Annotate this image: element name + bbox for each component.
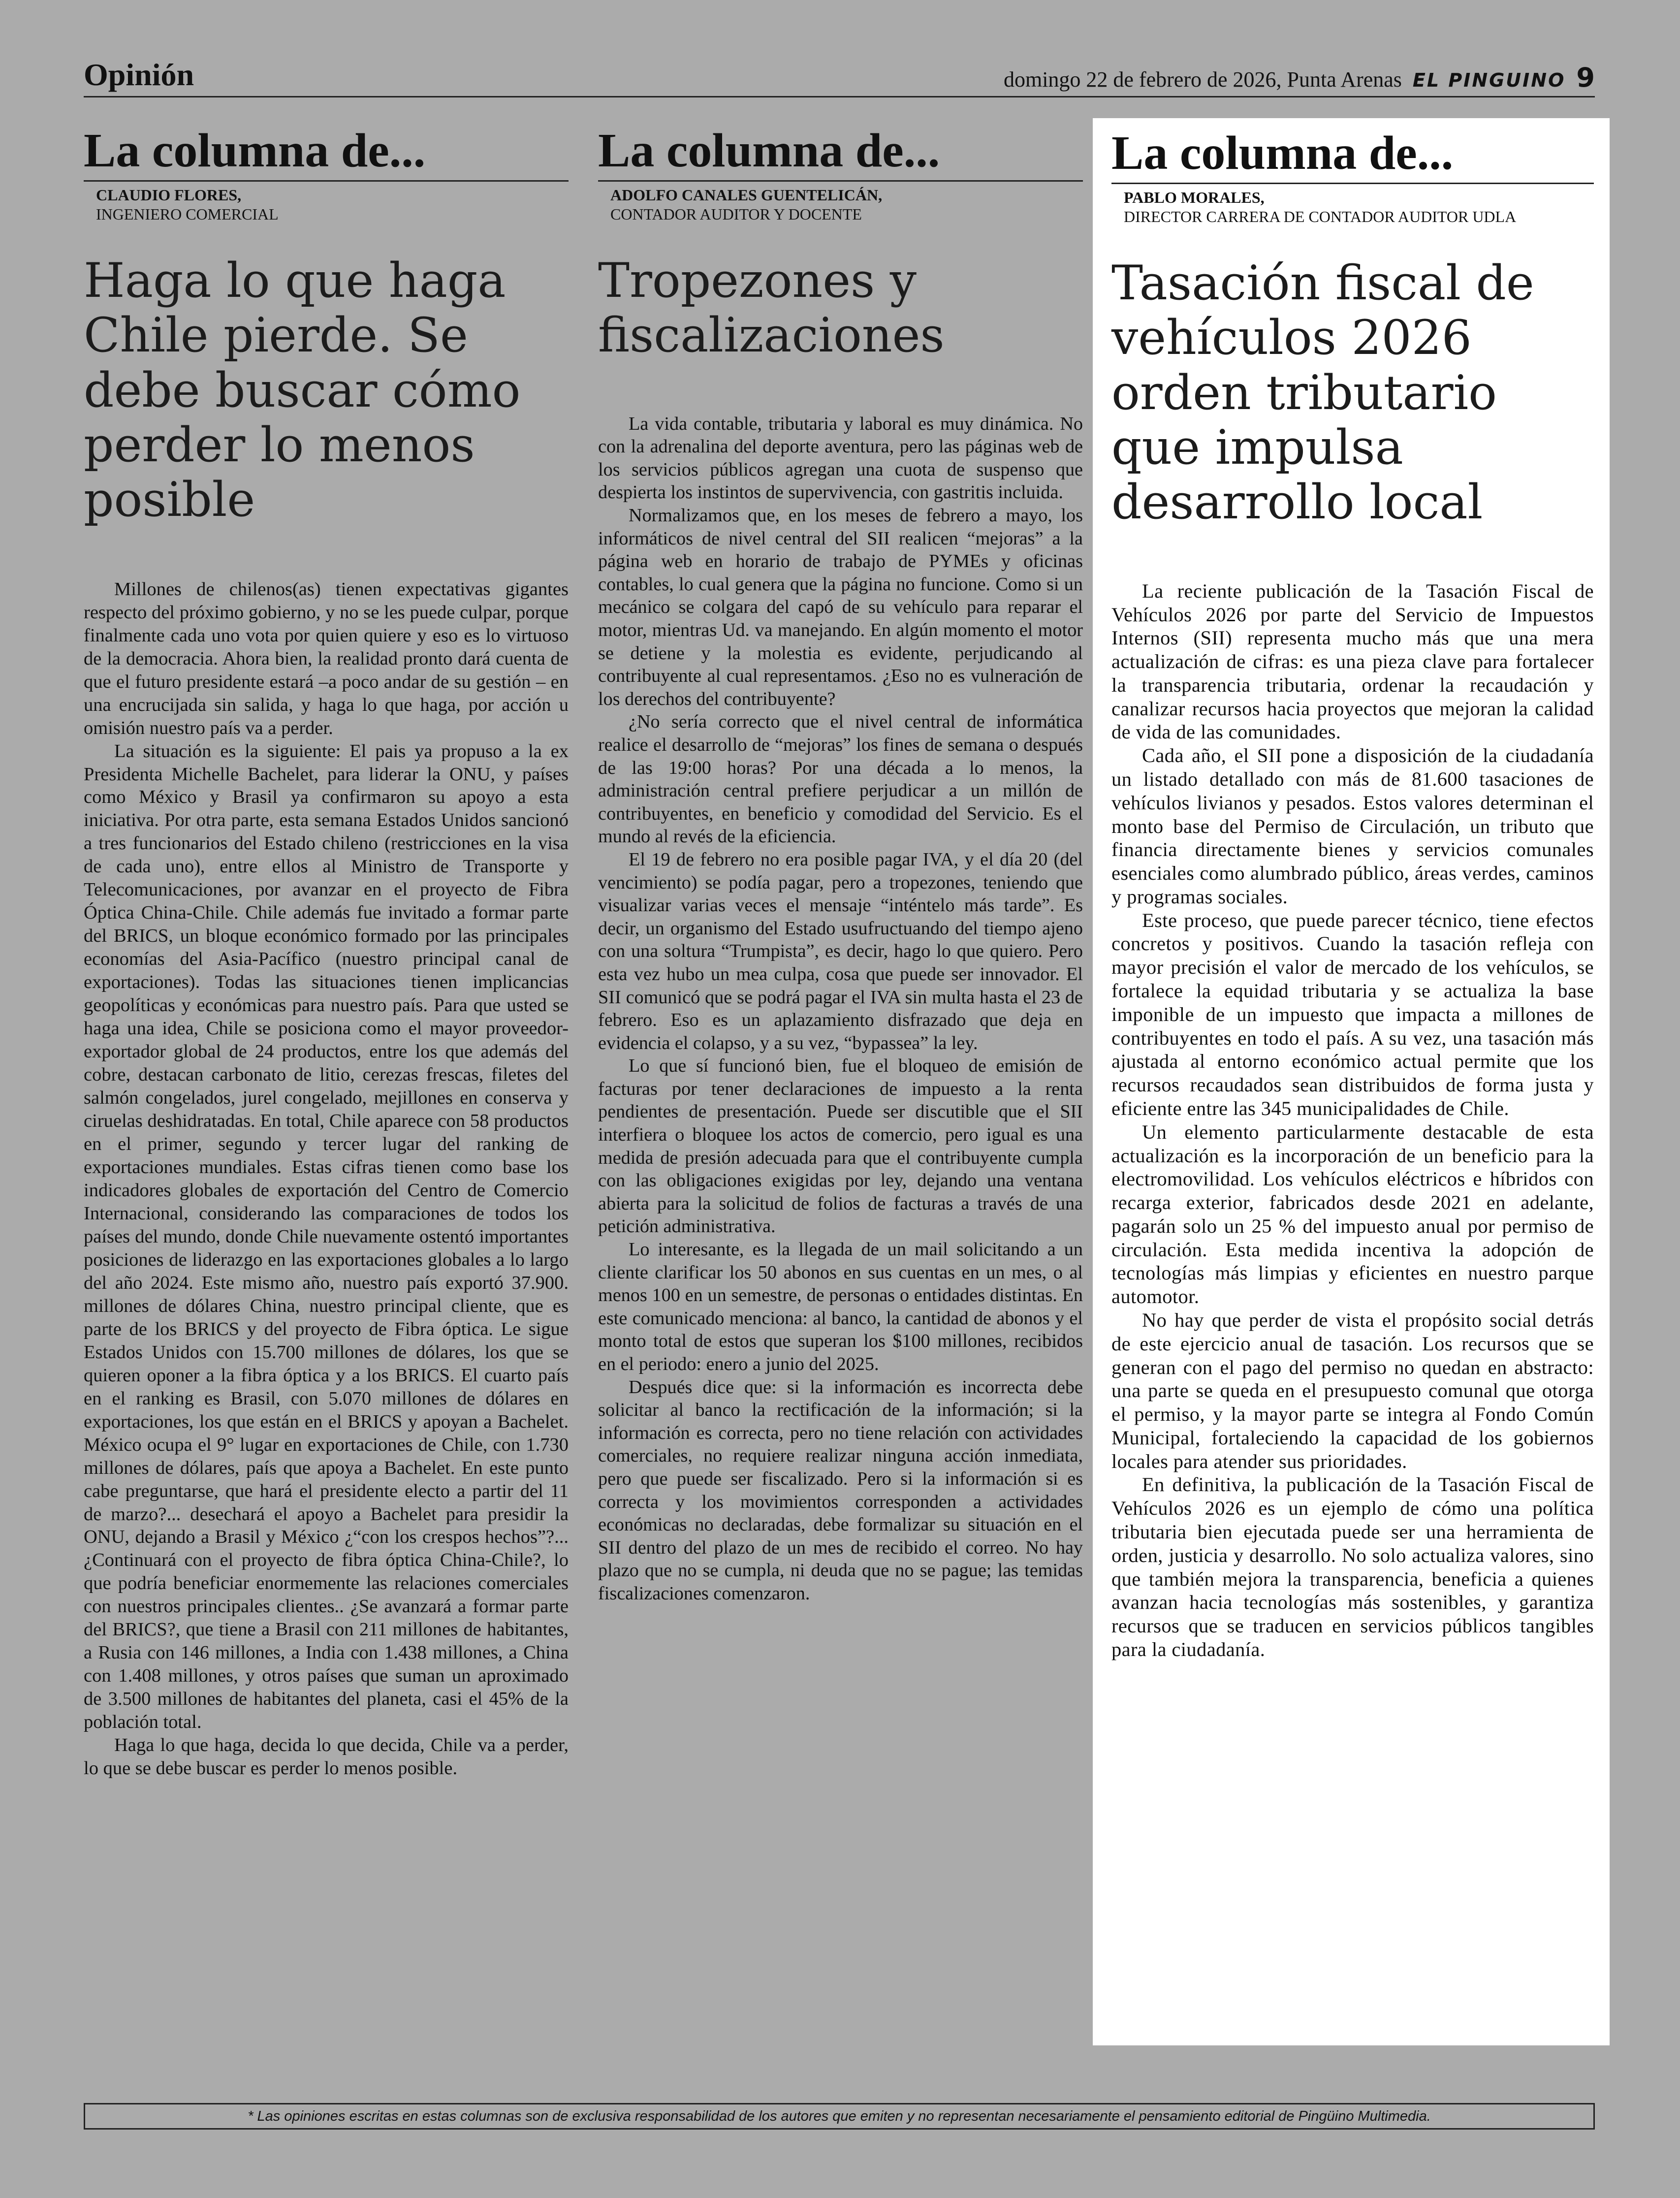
article-paragraph: Este proceso, que puede parecer técnico, tiene efectos concretos y positivos. Cuando la tasación refleja con mayor precisión el valor de mercado de los vehículos, se fortalece la equidad tributaria y se actualiza la base imponible de un impuesto que impacta a millones de contribuyentes en todo el país. A su vez, una tasación más ajustada al entorno económico actual permite que los recursos recaudados sean distribuidos de forma justa y eficiente entre las 345 municipalidades de Chile.: [1111, 909, 1594, 1119]
column-kicker: La columna de...: [84, 126, 569, 182]
author-role: DIRECTOR CARRERA DE CONTADOR AUDITOR UDLA: [1124, 207, 1517, 225]
article-title: Tropezones y fiscalizaciones: [598, 253, 945, 363]
article-paragraph: No hay que perder de vista el propósito social detrás de este ejercicio anual de tasación. Los recursos que se generan con el pago del permiso no quedan en abstracto: una parte se queda en el presupuesto comunal que otorga el permiso, y la mayor parte se integra al Fondo Común Municipal, fortaleciendo la capacidad de los gobiernos locales para atender sus prioridades.: [1111, 1308, 1594, 1472]
column-kicker: La columna de...: [1111, 128, 1594, 184]
disclaimer-text: * Las opiniones escritas en estas columnas son de exclusiva responsabilidad de los autores que emiten y no representan necesariamente el pensamiento editorial de Pingüino Multimedia.: [248, 2108, 1431, 2124]
article-paragraph: La reciente publicación de la Tasación Fiscal de Vehículos 2026 por parte del Servicio de Impuestos Internos (SII) representa mucho más que una mera actualización de cifras: es una pieza clave para fortalecer la transparencia tributaria, ordenar la recaudación y canalizar recursos hacia proyectos que mejoran la calidad de vida de las comunidades.: [1111, 579, 1594, 743]
newspaper-brand: EL PINGUINO: [1412, 69, 1566, 91]
article-body: [1111, 579, 1594, 1661]
article-paragraph: ¿No sería correcto que el nivel central de informática realice el desarrollo de “mejoras” los fines de semana o después de las 19:00 horas? Por una década a lo menos, la administración central prefiere perjudicar a un millón de contribuyentes, en beneficio y comodidad del Servicio. Es el mundo al revés de la eficiencia.: [598, 711, 1083, 847]
article-paragraph: Normalizamos que, en los meses de febrero a mayo, los informáticos de nivel central del SII realicen “mejoras” a la página web en horario de trabajo de PYMEs y oficinas contables, lo cual genera que la página no funcione. Como si un mecánico se colgara del capó de su vehículo para reparar el motor, mientras Ud. va manejando. En algún momento el motor se detiene y la molestia es evidente, perjudicando al contribuyente al cual representamos. ¿Eso no es vulneración de los derechos del contribuyente?: [598, 505, 1083, 709]
article-paragraph: Millones de chilenos(as) tienen expectativas gigantes respecto del próximo gobierno, y no se les puede culpar, porque finalmente cada uno vota por quien quiere y eso es lo virtuoso de la democracia. Ahora bien, la realidad pronto dará cuenta de que el futuro presidente estará –a poco andar de su gestión – en una encrucijada sin salida, y haga lo que haga, por acción u omisión nuestro país va a perder.: [84, 578, 569, 738]
author-block: [84, 186, 569, 224]
author-name: ADOLFO CANALES GUENTELICÁN,: [610, 186, 883, 204]
article-paragraph: Cada año, el SII pone a disposición de la ciudadanía un listado detallado con más de 81.600 tasaciones de vehículos livianos y pesados. Estos valores determinan el monto base del Permiso de Circulación, un tributo que financia directamente bienes y servicios comunales esenciales como alumbrado público, áreas verdes, caminos y programas sociales.: [1111, 744, 1594, 908]
article-body: [84, 578, 569, 1780]
page-header: [84, 57, 1595, 97]
author-block: [598, 186, 1083, 224]
author-name: PABLO MORALES,: [1124, 188, 1265, 206]
article-paragraph: Haga lo que haga, decida lo que decida, Chile va a perder, lo que se debe buscar es perder lo menos posible.: [84, 1735, 569, 1779]
article-paragraph: Un elemento particularmente destacable de esta actualización es la incorporación de un beneficio para la electromovilidad. Los vehículos eléctricos e híbridos con recarga exterior, fabricados desde 2021 en adelante, pagarán solo un 25 % del impuesto anual por permiso de circulación. Esta medida incentiva la adopción de tecnologías más limpias y eficientes en nuestro parque automotor.: [1111, 1120, 1594, 1308]
author-block: [1111, 188, 1594, 226]
column-1: [84, 126, 569, 2043]
author-name: CLAUDIO FLORES,: [96, 186, 242, 204]
date-place: domingo 22 de febrero de 2026, Punta Arenas: [1003, 67, 1402, 92]
article-title: Tasación fiscal de vehículos 2026 orden tributario que impulsa desarrollo local: [1111, 255, 1534, 530]
article-title: Haga lo que haga Chile pierde. Se debe buscar cómo perder lo menos posible: [84, 253, 521, 528]
column-kicker: La columna de...: [598, 126, 1083, 182]
header-right: [1004, 62, 1595, 93]
column-3: [1093, 118, 1610, 2045]
article-body: [598, 413, 1083, 1605]
article-paragraph: En definitiva, la publicación de la Tasación Fiscal de Vehículos 2026 es un ejemplo de cómo una política tributaria bien ejecutada puede ser una herramienta de orden, justicia y desarrollo. No solo actualiza valores, sino que también mejora la transparencia, beneficia a quienes avanzan hacia tecnologías más sostenibles, y garantiza recursos que se traducen en servicios públicos tangibles para la ciudadanía.: [1111, 1473, 1594, 1660]
article-paragraph: Lo que sí funcionó bien, fue el bloqueo de emisión de facturas por tener declaraciones de impuesto a la renta pendientes de presentación. Puede ser discutible que el SII interfiera o bloquee los actos de comercio, pero igual es una medida de presión adecuada para que el contribuyente cumpla con las obligaciones exigidas por ley, dejando una ventana abierta para la solicitud de folios de facturas a través de una petición administrativa.: [598, 1055, 1083, 1237]
page-number: 9: [1576, 62, 1595, 93]
section-name: Opinión: [84, 57, 194, 92]
article-paragraph: Lo interesante, es la llegada de un mail solicitando a un cliente clarificar los 50 abonos en sus cuentas en un mes, o al menos 100 en un semestre, de personas o entidades distintas. En este comunicado menciona: al banco, la cantidad de abonos y el monto total de estos que superan los $100 millones, recibidos en el periodo: enero a junio del 2025.: [598, 1239, 1083, 1375]
article-paragraph: El 19 de febrero no era posible pagar IVA, y el día 20 (del vencimiento) se podía pagar, pero a tropezones, teniendo que visualizar varias veces el mensaje “inténtelo más tarde”. Es decir, un organismo del Estado usufructuando del tiempo ajeno con una soltura “Trumpista”, es decir, hago lo que quiero. Pero esta vez hubo un mea culpa, cosa que puede ser innovador. El SII comunicó que se podrá pagar el IVA sin multa hasta el 23 de febrero. Eso es un aplazamiento disfrazado que deja en evidencia el colapso, y a su vez, “bypassea” la ley.: [598, 849, 1083, 1053]
footer-disclaimer-box: [84, 2103, 1595, 2130]
article-paragraph: Después dice que: si la información es incorrecta debe solicitar al banco la rectificación de la información; si la información es correcta, pero no tiene relación con actividades comerciales, no requiere realizar ninguna acción inmediata, pero que puede ser fiscalizado. Pero si la información si es correcta y los movimientos corresponden a actividades económicas no declaradas, debe formalizar su situación en el SII dentro del plazo de un mes de recibido el correo. No hay plazo que no se cumpla, ni deuda que no se pague; las temidas fiscalizaciones comenzaron.: [598, 1376, 1083, 1604]
article-paragraph: La vida contable, tributaria y laboral es muy dinámica. No con la adrenalina del deporte aventura, pero las páginas web de los servicios públicos agregan una cuota de suspenso que despierta los instintos de supervivencia, con gastritis incluida.: [598, 413, 1083, 503]
column-2: [598, 126, 1083, 2043]
author-role: CONTADOR AUDITOR Y DOCENTE: [610, 205, 862, 223]
author-role: INGENIERO COMERCIAL: [96, 205, 279, 223]
article-paragraph: La situación es la siguiente: El pais ya propuso a la ex Presidenta Michelle Bachelet, para liderar la ONU, y países como México y Brasil ya confirmaron su apoyo a esta iniciativa. Por otra parte, esta semana Estados Unidos sancionó a tres funcionarios del Estado chileno (restricciones en la visa de cada uno), entre ellos al Ministro de Transporte y Telecomunicaciones, por avanzar en el proyecto de Fibra Óptica China-Chile. Chile además fue invitado a formar parte del BRICS, un bloque económico formado por las principales economías del Asia-Pacífico (nuestro principal canal de exportaciones). Todas las situaciones tienen implicancias geopolíticas y económicas para nuestro país. Para que usted se haga una idea, Chile se posiciona como el mayor proveedor-exportador global de 24 productos, entre los que además del cobre, destacan carbonato de litio, cerezas frescas, filetes del salmón congelados, jurel congelado, mejillones en conserva y ciruelas deshidratadas. En total, Chile aparece con 58 productos en el primer, segundo y tercer lugar del ranking de exportaciones mundiales. Estas cifras tienen como base los indicadores globales de exportación del Centro de Comercio Internacional, considerando las comparaciones de todos los países del mundo, donde Chile nuevamente ostentó importantes posiciones de liderazgo en las exportaciones globales a lo largo del año 2024. Este mismo año, nuestro país exportó 37.900. millones de dólares China, nuestro principal cliente, que es parte de los BRICS y del proyecto de Fibra óptica. Le sigue Estados Unidos con 15.700 millones de dólares, los que se quieren oponer a la fibra óptica y a los BRICS. El cuarto país en el ranking es Brasil, con 5.070 millones de dólares en exportaciones, los que están en el BRICS y apoyan a Bachelet. México ocupa el 9° lugar en exportaciones de Chile, con 1.730 millones de dólares, país que apoya a Bachelet. En este punto cabe preguntarse, que hará el presidente electo a partir del 11 de marzo?... desechará el apoyo a Bachelet para presidir la ONU, dejando a Brasil y México ¿“con los crespos hechos”?... ¿Continuará con el proyecto de fibra óptica China-Chile?, lo que podría beneficiar enormemente las relaciones comerciales con nuestros principales clientes.. ¿Se avanzará a formar parte del BRICS?, que tiene a Brasil con 211 millones de habitantes, a Rusia con 146 millones, a India con 1.438 millones, a China con 1.408 millones, y otros países que suman un aproximado de 3.500 millones de habitantes del planeta, casi el 45% de la población total.: [84, 740, 569, 1733]
